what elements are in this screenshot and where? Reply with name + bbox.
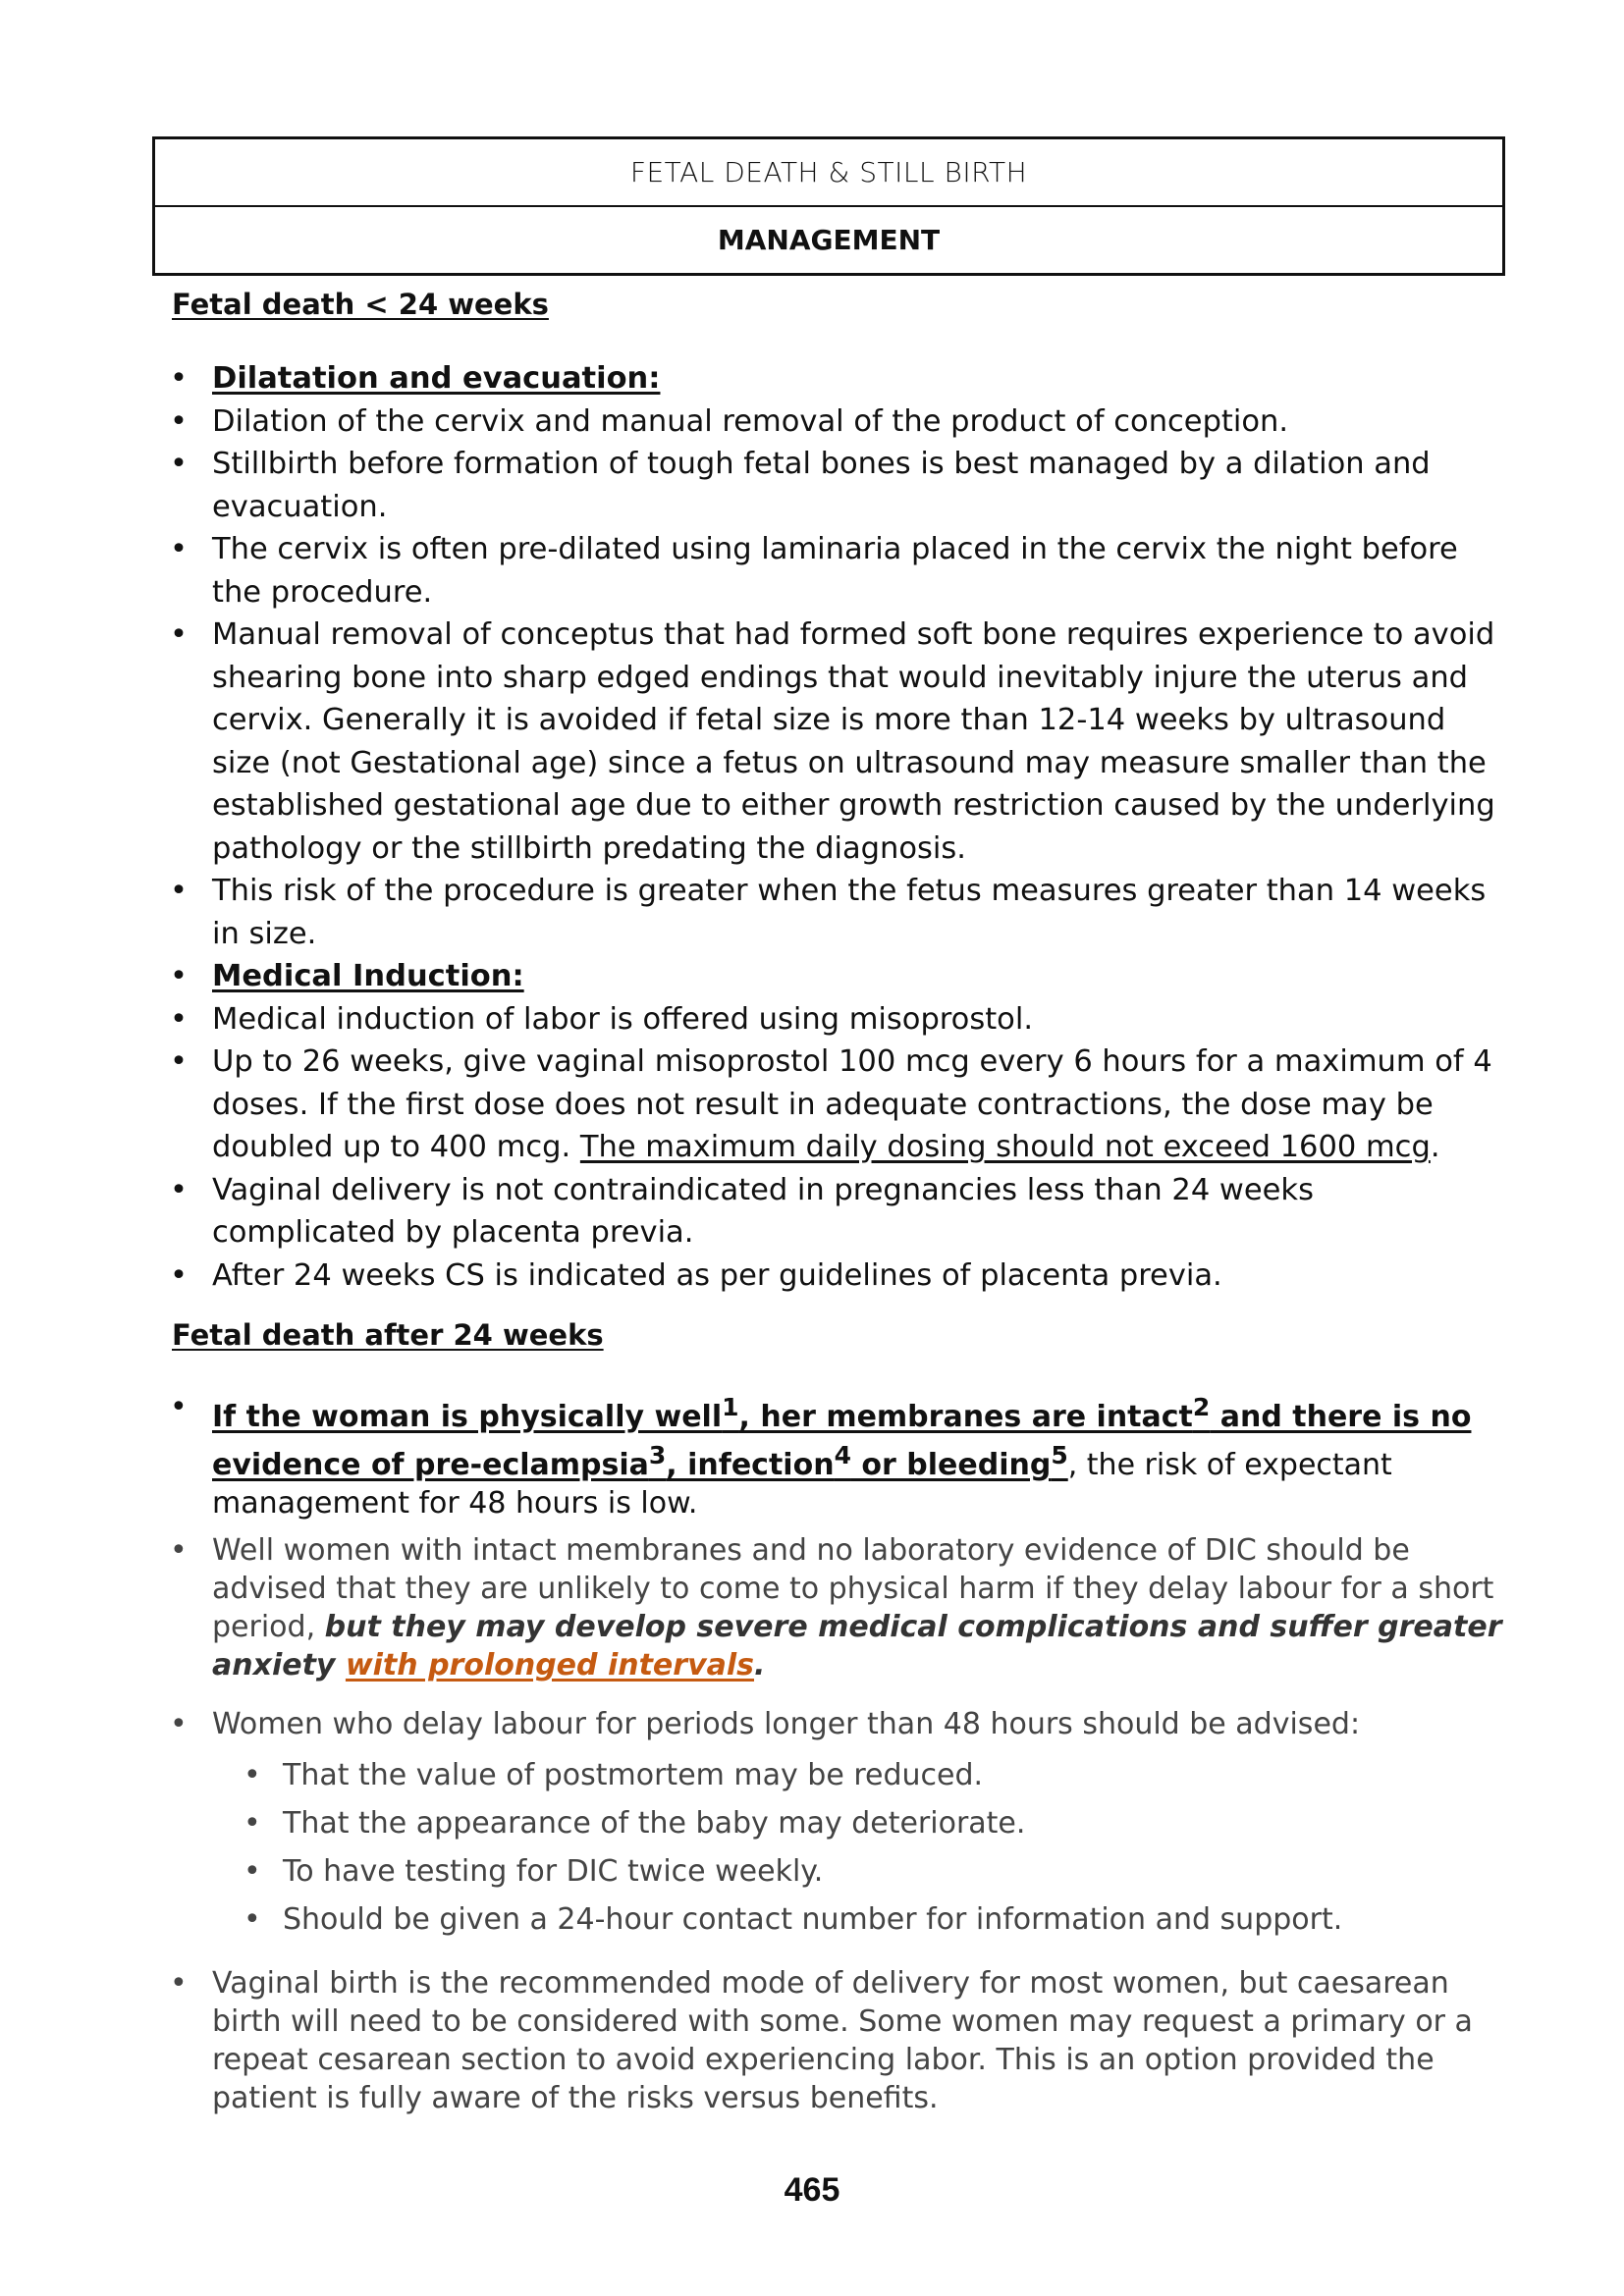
- list-item: • Vaginal delivery is not contraindicated in pregnancies less than 24 weeks complicated by placenta previa.: [167, 1169, 1502, 1255]
- list-item: • This risk of the procedure is greater when the fetus measures greater than 14 weeks in size.: [167, 870, 1502, 955]
- criteria-text: , her membranes are intact: [738, 1400, 1193, 1434]
- header-box: [152, 136, 1505, 276]
- footnote-ref: 2: [1192, 1393, 1211, 1421]
- list-item: • Dilation of the cervix and manual removal of the product of conception.: [167, 400, 1502, 444]
- sub-list-item: • That the value of postmortem may be reduced.: [240, 1751, 1502, 1799]
- sub-list-item: • To have testing for DIC twice weekly.: [240, 1847, 1502, 1896]
- delay-labour-sublist: [212, 1751, 1502, 1944]
- prolonged-intervals-highlight: with prolonged intervals: [345, 1648, 755, 1682]
- delay-labour-intro: Women who delay labour for periods longer than 48 hours should be advised:: [212, 1707, 1361, 1741]
- section-heading-after-24: Fetal death after 24 weeks: [172, 1318, 604, 1352]
- complications-warning: but they may develop severe medical complications and suffer greater anxiety: [212, 1610, 1502, 1682]
- list-item: [167, 955, 1502, 998]
- well-women-text: Well women with intact membranes and no laboratory evidence of DIC should be advised that they are unlikely to come to physical harm if they delay labour for a short period,: [212, 1533, 1494, 1644]
- dosing-text: Up to 26 weeks, give vaginal misoprostol 100 mcg every 6 hours for a maximum of 4 doses. If the first dose does not result in adequate contractions, the dose may be doubled up to 400 mcg.: [212, 1044, 1492, 1164]
- footnote-ref: 5: [1051, 1441, 1068, 1469]
- well-women-end: .: [754, 1648, 766, 1682]
- d-and-e-heading: Dilatation and evacuation:: [212, 361, 661, 396]
- before-24-list: [167, 357, 1502, 1297]
- criteria-text: and there is no evidence of pre-eclampsia: [212, 1400, 1472, 1482]
- page-title: FETAL DEATH & STILL BIRTH: [155, 139, 1502, 207]
- footnote-ref: 3: [648, 1441, 667, 1469]
- criteria-text: If the woman is physically well: [212, 1400, 723, 1434]
- criteria-text: , infection: [666, 1448, 835, 1482]
- list-item: • Manual removal of conceptus that had formed soft bone requires experience to avoid shearing bone into sharp edged endings that would inevitably injure the uterus and cervix. Generally it is avoided if fetal size is more than 12-14 weeks by ultrasound size (not Gestational age) since a fetus on ultrasound may measure smaller than the established gestational age due to either growth restriction caused by the underlying pathology or the stillbirth predating the diagnosis.: [167, 614, 1502, 870]
- footnote-ref: 1: [722, 1393, 739, 1421]
- list-item: • Medical induction of labor is offered using misoprostol.: [167, 998, 1502, 1041]
- medical-induction-heading: Medical Induction:: [212, 959, 524, 993]
- expectant-risk-text: , the risk of expectant management for 48 hours is low.: [212, 1448, 1392, 1521]
- list-item: [167, 1041, 1502, 1169]
- page-subtitle: MANAGEMENT: [717, 224, 941, 256]
- list-item: • Vaginal birth is the recommended mode of delivery for most women, but caesarean birth will need to be considered with some. Some women may request a primary or a repeat cesarean section to avoid experiencing labor. This is an option provided the patient is fully aware of the risks versus benefits.: [167, 1964, 1502, 2117]
- dosing-end: .: [1430, 1130, 1440, 1164]
- after-24-key-list: [167, 1388, 1502, 1522]
- list-item: • Stillbirth before formation of tough fetal bones is best managed by a dilation and evacuation.: [167, 443, 1502, 528]
- section-heading-before-24: Fetal death < 24 weeks: [172, 288, 549, 321]
- list-item: [167, 1388, 1502, 1522]
- max-dose-text: The maximum daily dosing should not exceed 1600 mcg: [579, 1130, 1431, 1164]
- list-item: [167, 1705, 1502, 1944]
- list-item: [167, 1531, 1502, 1684]
- sub-list-item: • That the appearance of the baby may deteriorate.: [240, 1799, 1502, 1847]
- criteria-text: or bleeding: [850, 1448, 1052, 1482]
- sub-list-item: • Should be given a 24-hour contact number for information and support.: [240, 1896, 1502, 1944]
- page-number: 465: [784, 2171, 840, 2209]
- list-item: [167, 357, 1502, 400]
- list-item: • The cervix is often pre-dilated using laminaria placed in the cervix the night before the procedure.: [167, 528, 1502, 614]
- footnote-ref: 4: [834, 1441, 851, 1469]
- list-item: • After 24 weeks CS is indicated as per guidelines of placenta previa.: [167, 1255, 1502, 1298]
- after-24-advice-list: [167, 1531, 1502, 2138]
